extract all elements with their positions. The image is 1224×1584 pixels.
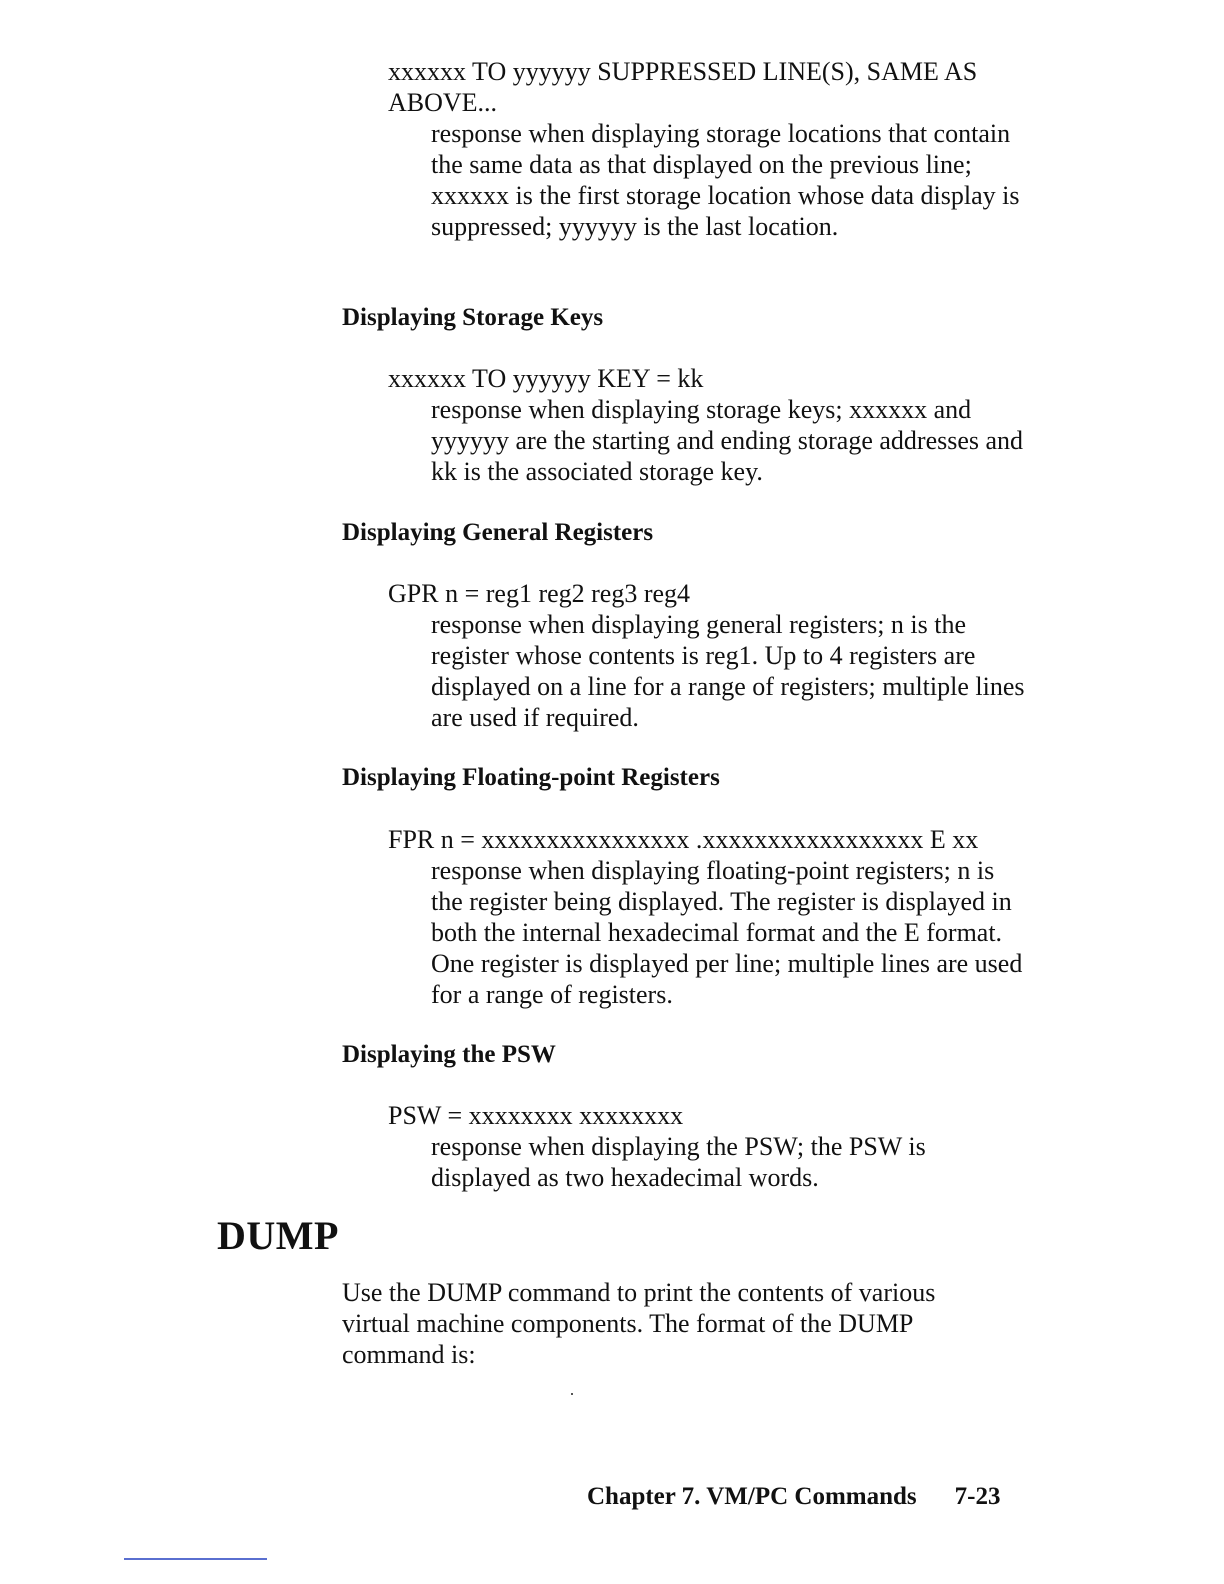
section-title-dump: DUMP xyxy=(217,1213,339,1258)
page-footer xyxy=(587,1481,1000,1512)
footer-chapter-title: Chapter 7. VM/PC Commands xyxy=(587,1483,917,1510)
entry-term-general-registers: GPR n = reg1 reg2 reg3 reg4 xyxy=(388,579,691,608)
entry-term-floating-point-registers: FPR n = xxxxxxxxxxxxxxxx .xxxxxxxxxxxxxxxxx E xx xyxy=(388,825,979,854)
entry-description-suppressed-lines: response when displaying storage locations that contain the same data as that displayed on the previous line; xxxxxx is the first storage location whose data display is suppressed; yyyyyy is the last location. xyxy=(431,119,1020,241)
entry-term-storage-keys: xxxxxx TO yyyyyy KEY = kk xyxy=(388,364,704,393)
dump-intro-paragraph: Use the DUMP command to print the contents of various virtual machine components. The format of the DUMP command is: xyxy=(342,1278,936,1369)
bottom-edge-rule xyxy=(124,1558,267,1560)
heading-general-registers: Displaying General Registers xyxy=(342,519,654,546)
heading-floating-point-registers: Displaying Floating-point Registers xyxy=(342,764,720,791)
heading-psw: Displaying the PSW xyxy=(342,1041,556,1068)
entry-description-floating-point-registers: response when displaying floating-point registers; n is the register being displayed. The register is displayed in both the internal hexadecimal format and the E format. One register is displayed per line; multiple lines are used for a range of registers. xyxy=(431,856,1023,1009)
footer-page-number: 7-23 xyxy=(954,1483,1001,1510)
heading-storage-keys: Displaying Storage Keys xyxy=(342,304,604,331)
entry-term-suppressed-lines: xxxxxx TO yyyyyy SUPPRESSED LINE(S), SAME AS ABOVE... xyxy=(388,57,978,117)
entry-description-psw: response when displaying the PSW; the PSW is displayed as two hexadecimal words. xyxy=(431,1132,926,1192)
scan-artifact-dot xyxy=(571,1393,573,1395)
entry-description-general-registers: response when displaying general registers; n is the register whose contents is reg1. Up to 4 registers are displayed on a line for a range of registers; multiple lines are used if required. xyxy=(431,610,1025,732)
entry-description-storage-keys: response when displaying storage keys; xxxxxx and yyyyyy are the starting and ending storage addresses and kk is the associated storage key. xyxy=(431,395,1024,486)
entry-term-psw: PSW = xxxxxxxx xxxxxxxx xyxy=(388,1101,684,1130)
